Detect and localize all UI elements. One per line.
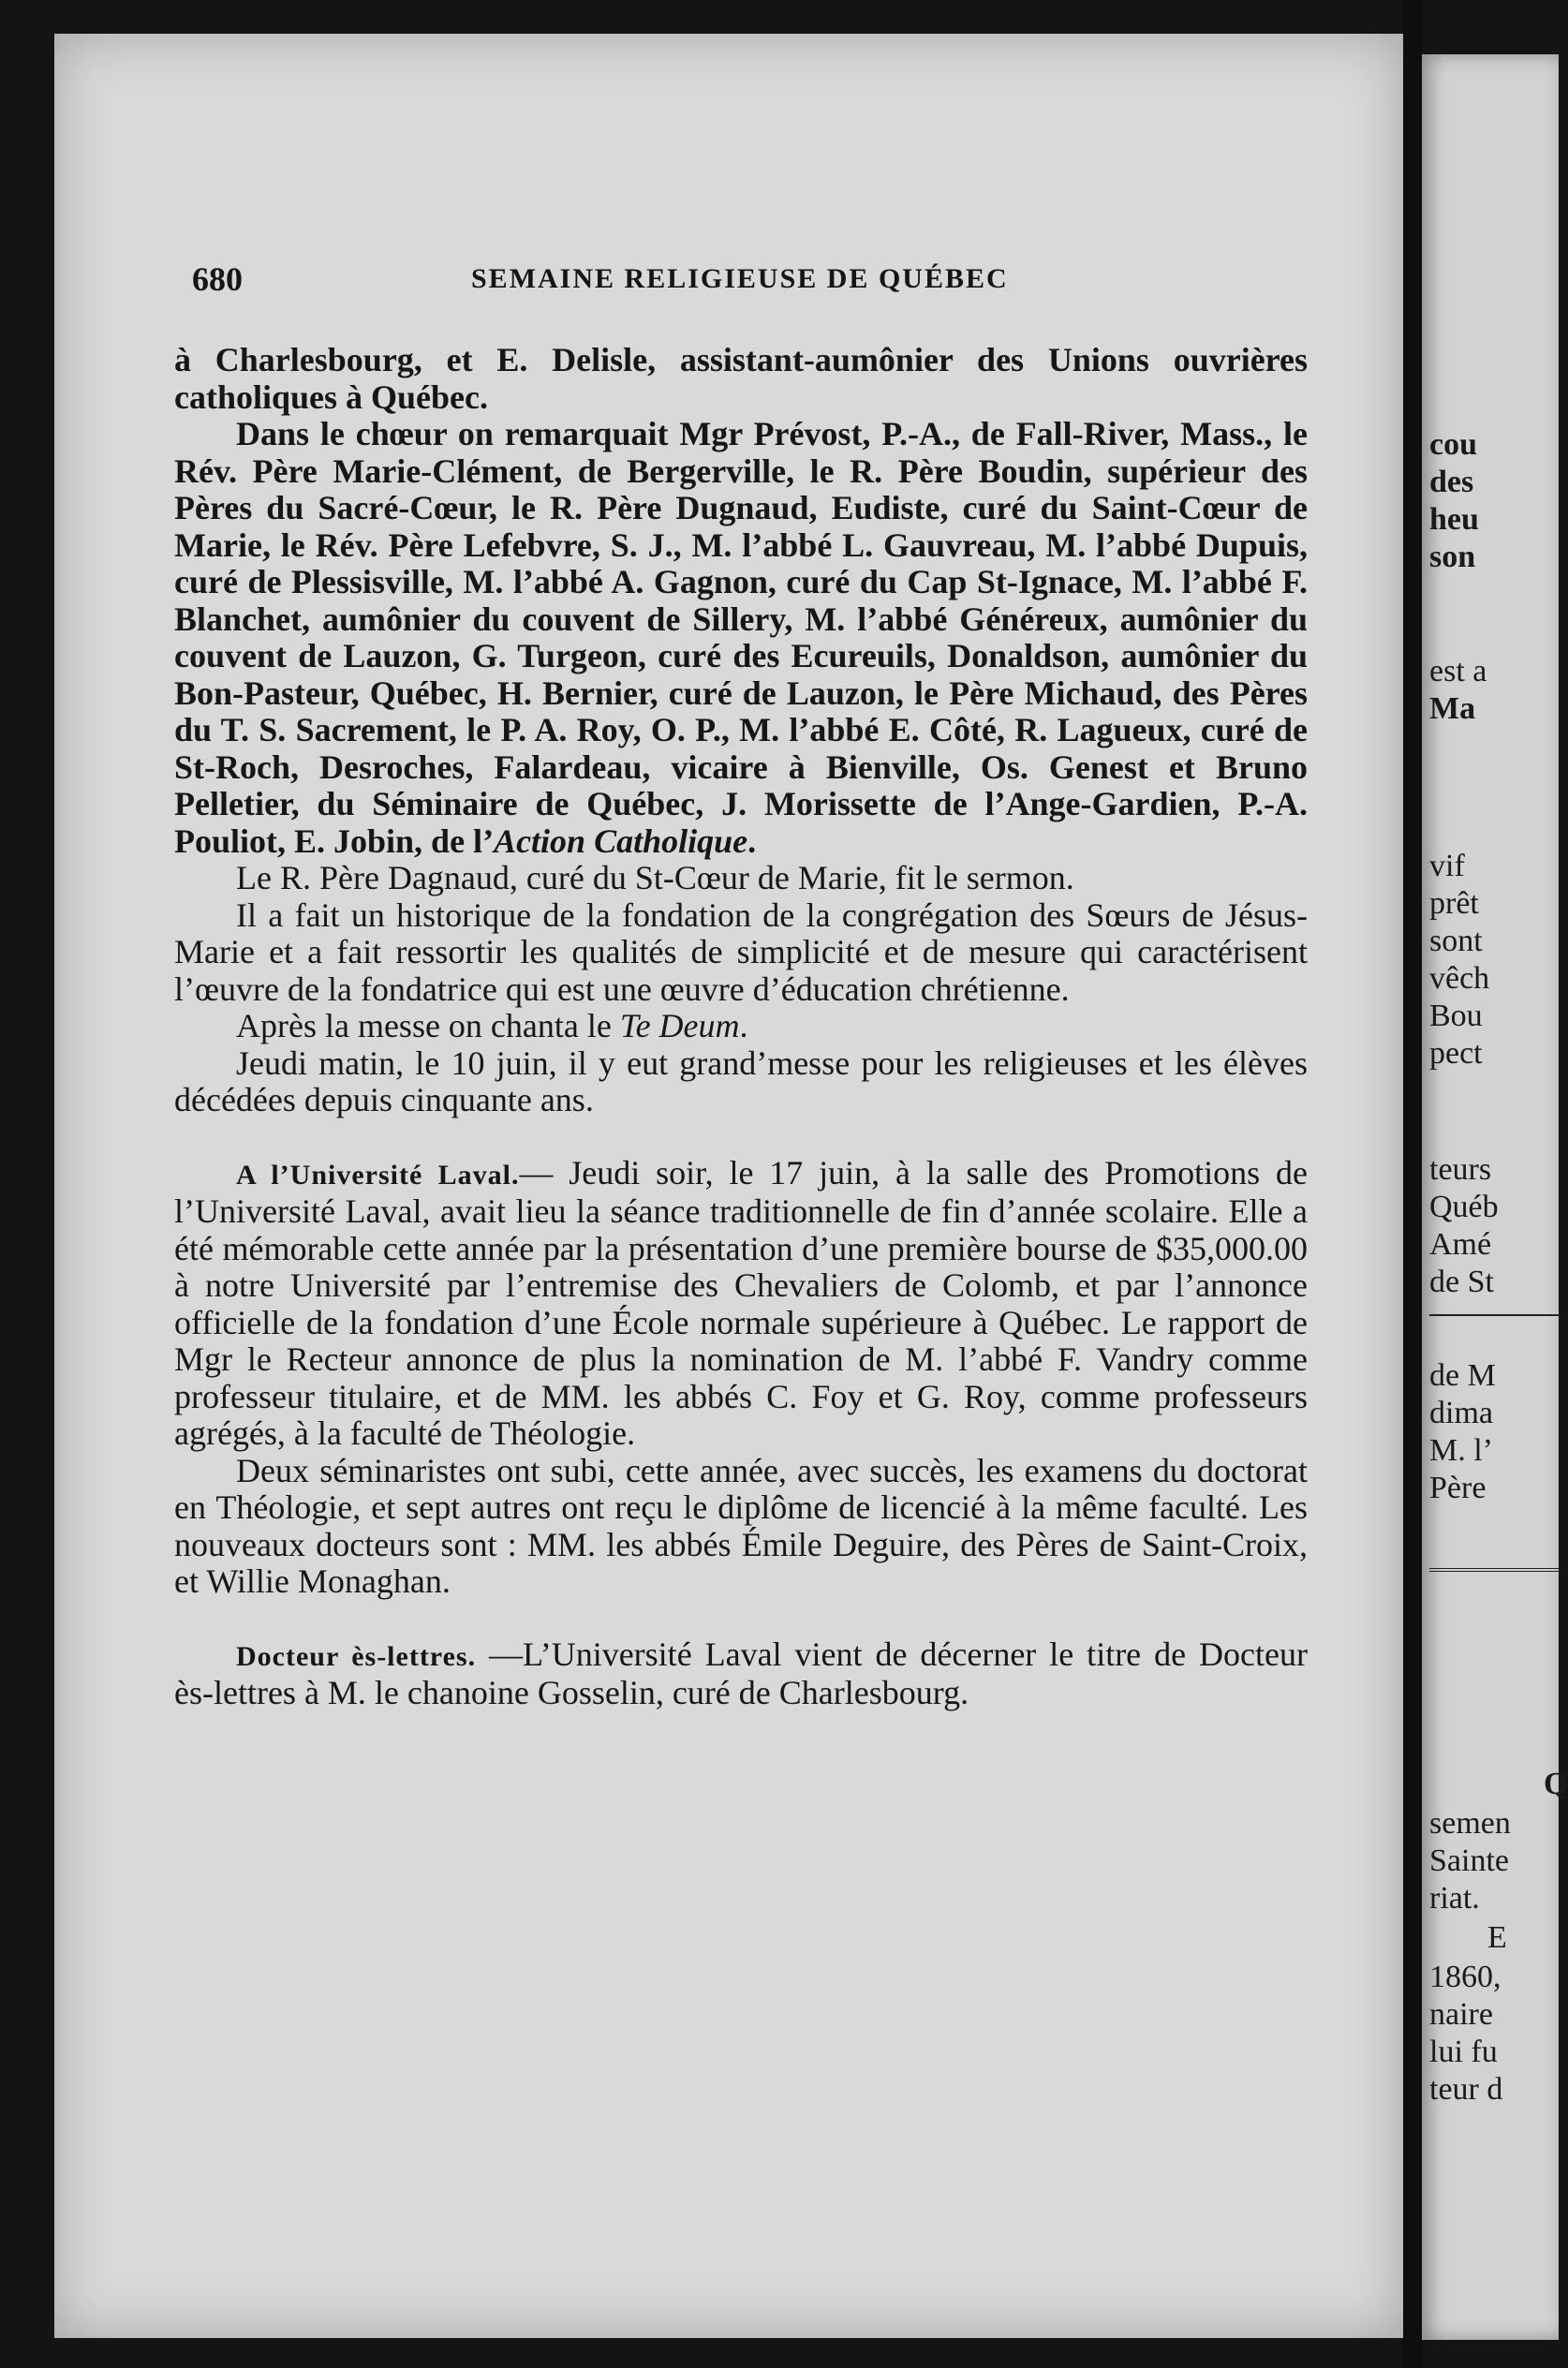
right-fragment: M. l’ [1429,1433,1493,1468]
right-fragment: de M [1429,1358,1496,1393]
page-number: 680 [192,260,243,298]
docteur-text: —L’Université Laval vient de décerner le titre de Docteur ès-lettres à M. le chanoine Gosselin, curé de Charlesbourg. [174,1635,1308,1711]
right-fragment: son [1429,540,1476,574]
te-deum-end: . [739,1007,748,1044]
right-fragment: prêt [1429,886,1479,921]
right-fragment: Québ [1429,1190,1499,1224]
right-fragment: 1860, [1429,1960,1501,1994]
right-fragment: de St [1429,1265,1494,1299]
right-rule [1429,1314,1561,1316]
paragraph-te-deum [174,1008,1308,1045]
book-gutter [1403,0,1422,2368]
right-fragment: naire [1429,1997,1493,2032]
right-fragment: heu [1429,502,1479,537]
right-fragment: cou [1429,427,1477,462]
te-deum-start: Après la messe on chanta le [236,1007,620,1044]
right-fragment: dima [1429,1396,1493,1430]
right-fragment: lui fu [1429,2035,1498,2069]
right-fragment: riat. [1429,1881,1480,1916]
paragraph-grand-messe: Jeudi matin, le 10 juin, il y eut grand’messe pour les religieuses et les élèves décédées depuis cinquante ans. [174,1043,1308,1118]
right-fragment: E [1487,1920,1507,1955]
right-fragment: pect [1429,1036,1483,1071]
right-double-rule [1429,1568,1561,1576]
paragraph-continuation: à Charlesbourg, et E. Delisle, assistant-aumônier des Unions ouvrières catholiques à Québec. [174,341,1308,416]
paragraph-sermon: Le R. Père Dagnaud, curé du St-Cœur de Marie, fit le sermon. [236,859,1074,896]
section-heading-docteur: Docteur ès-lettres. [236,1640,477,1672]
right-fragment: vif [1429,849,1465,883]
action-catholique-italic: Action Catholique [494,821,748,860]
right-fragment: Sainte [1429,1843,1509,1878]
section-universite-laval [174,1155,1308,1453]
right-fragment: teurs [1429,1152,1492,1187]
right-fragment: Bou [1429,999,1483,1033]
right-page-edge [1422,54,1568,2340]
universite-text: — Jeudi soir, le 17 juin, à la salle des Promotions de l’Université Laval, avait lieu la séance traditionnelle de fin d’année scolaire. Elle a été mémorable cette année par la présentation d’une première bourse de $35,000.00 à notre Université par l’entremise des Chevaliers de Colomb, et par l’annonce officielle de la fondation d’une École normale supérieure à Québec. Le rapport de Mgr le Recteur annonce de plus la nomination de M. l’abbé F. Vandry comme professeur titulaire, et de MM. les abbés C. Foy et G. Roy, comme professeurs agrégés, à la faculté de Théologie. [174,1153,1308,1452]
right-fragment: teur d [1429,2072,1503,2107]
section-docteur-es-lettres [174,1636,1308,1712]
paragraph-doctorat: Deux séminaristes ont subi, cette année, avec succès, les examens du doctorat en Théologie, et sept autres ont reçu le diplôme de licencié à la même faculté. Les nouveaux docteurs sont : MM. les abbés Émile Deguire, des Pères de Saint-Croix, et Willie Monaghan. [174,1451,1308,1600]
right-fragment: Q [1544,1767,1568,1801]
right-fragment: des [1429,465,1474,499]
right-fragment: Amé [1429,1227,1492,1262]
right-fragment: semen [1429,1806,1511,1841]
te-deum-italic: Te Deum [619,1007,740,1044]
paragraph-historique: Il a fait un historique de la fondation de la congrégation des Sœurs de Jésus-Marie et a fait ressortir les qualités de simplicité et de mesure qui caractérisent l’œuvre de la fondatrice qui est une œuvre d’éducation chrétienne. [174,895,1308,1008]
attendees-text: Dans le chœur on remarquait Mgr Prévost, P.-A., de Fall-River, Mass., le Rév. Père Marie-Clément, de Bergerville, le R. Père Boudin, supérieur des Pères du Sacré-Cœur, le R. Père Dugnaud, Eudiste, curé du Saint-Cœur de Marie, le Rév. Père Lefebvre, S. J., M. l’abbé L. Gauvreau, M. l’abbé Dupuis, curé de Plessisville, M. l’abbé A. Gagnon, curé du Cap St-Ignace, M. l’abbé F. Blanchet, aumônier du couvent de Sillery, M. l’abbé Généreux, aumônier du couvent de Lauzon, G. Turgeon, curé des Ecureuils, Donaldson, aumônier du Bon-Pasteur, Québec, H. Bernier, curé de Lauzon, le Père Michaud, des Pères du T. S. Sacrement, le P. A. Roy, O. P., M. l’abbé E. Côté, R. Lagueux, curé de St-Roch, Desroches, Falardeau, vicaire à Bienville, Os. Genest et Bruno Pelletier, du Séminaire de Québec, J. Morissette de l’Ange-Gardien, P.-A. Pouliot, E. Jobin, de l’ [174,415,1308,860]
right-fragment: vêch [1429,961,1490,996]
running-title: SEMAINE RELIGIEUSE DE QUÉBEC [471,263,1009,294]
right-fragment: Ma [1429,691,1476,726]
attendees-end: . [747,821,757,860]
section-heading-universite: A l’Université Laval. [236,1159,520,1191]
main-text-column [174,342,1308,1712]
right-fragment: est a [1429,654,1487,688]
paragraph-attendees [174,416,1308,860]
right-fragment: Père [1429,1471,1487,1505]
page-header [192,259,1307,306]
right-fragment: sont [1429,924,1483,958]
